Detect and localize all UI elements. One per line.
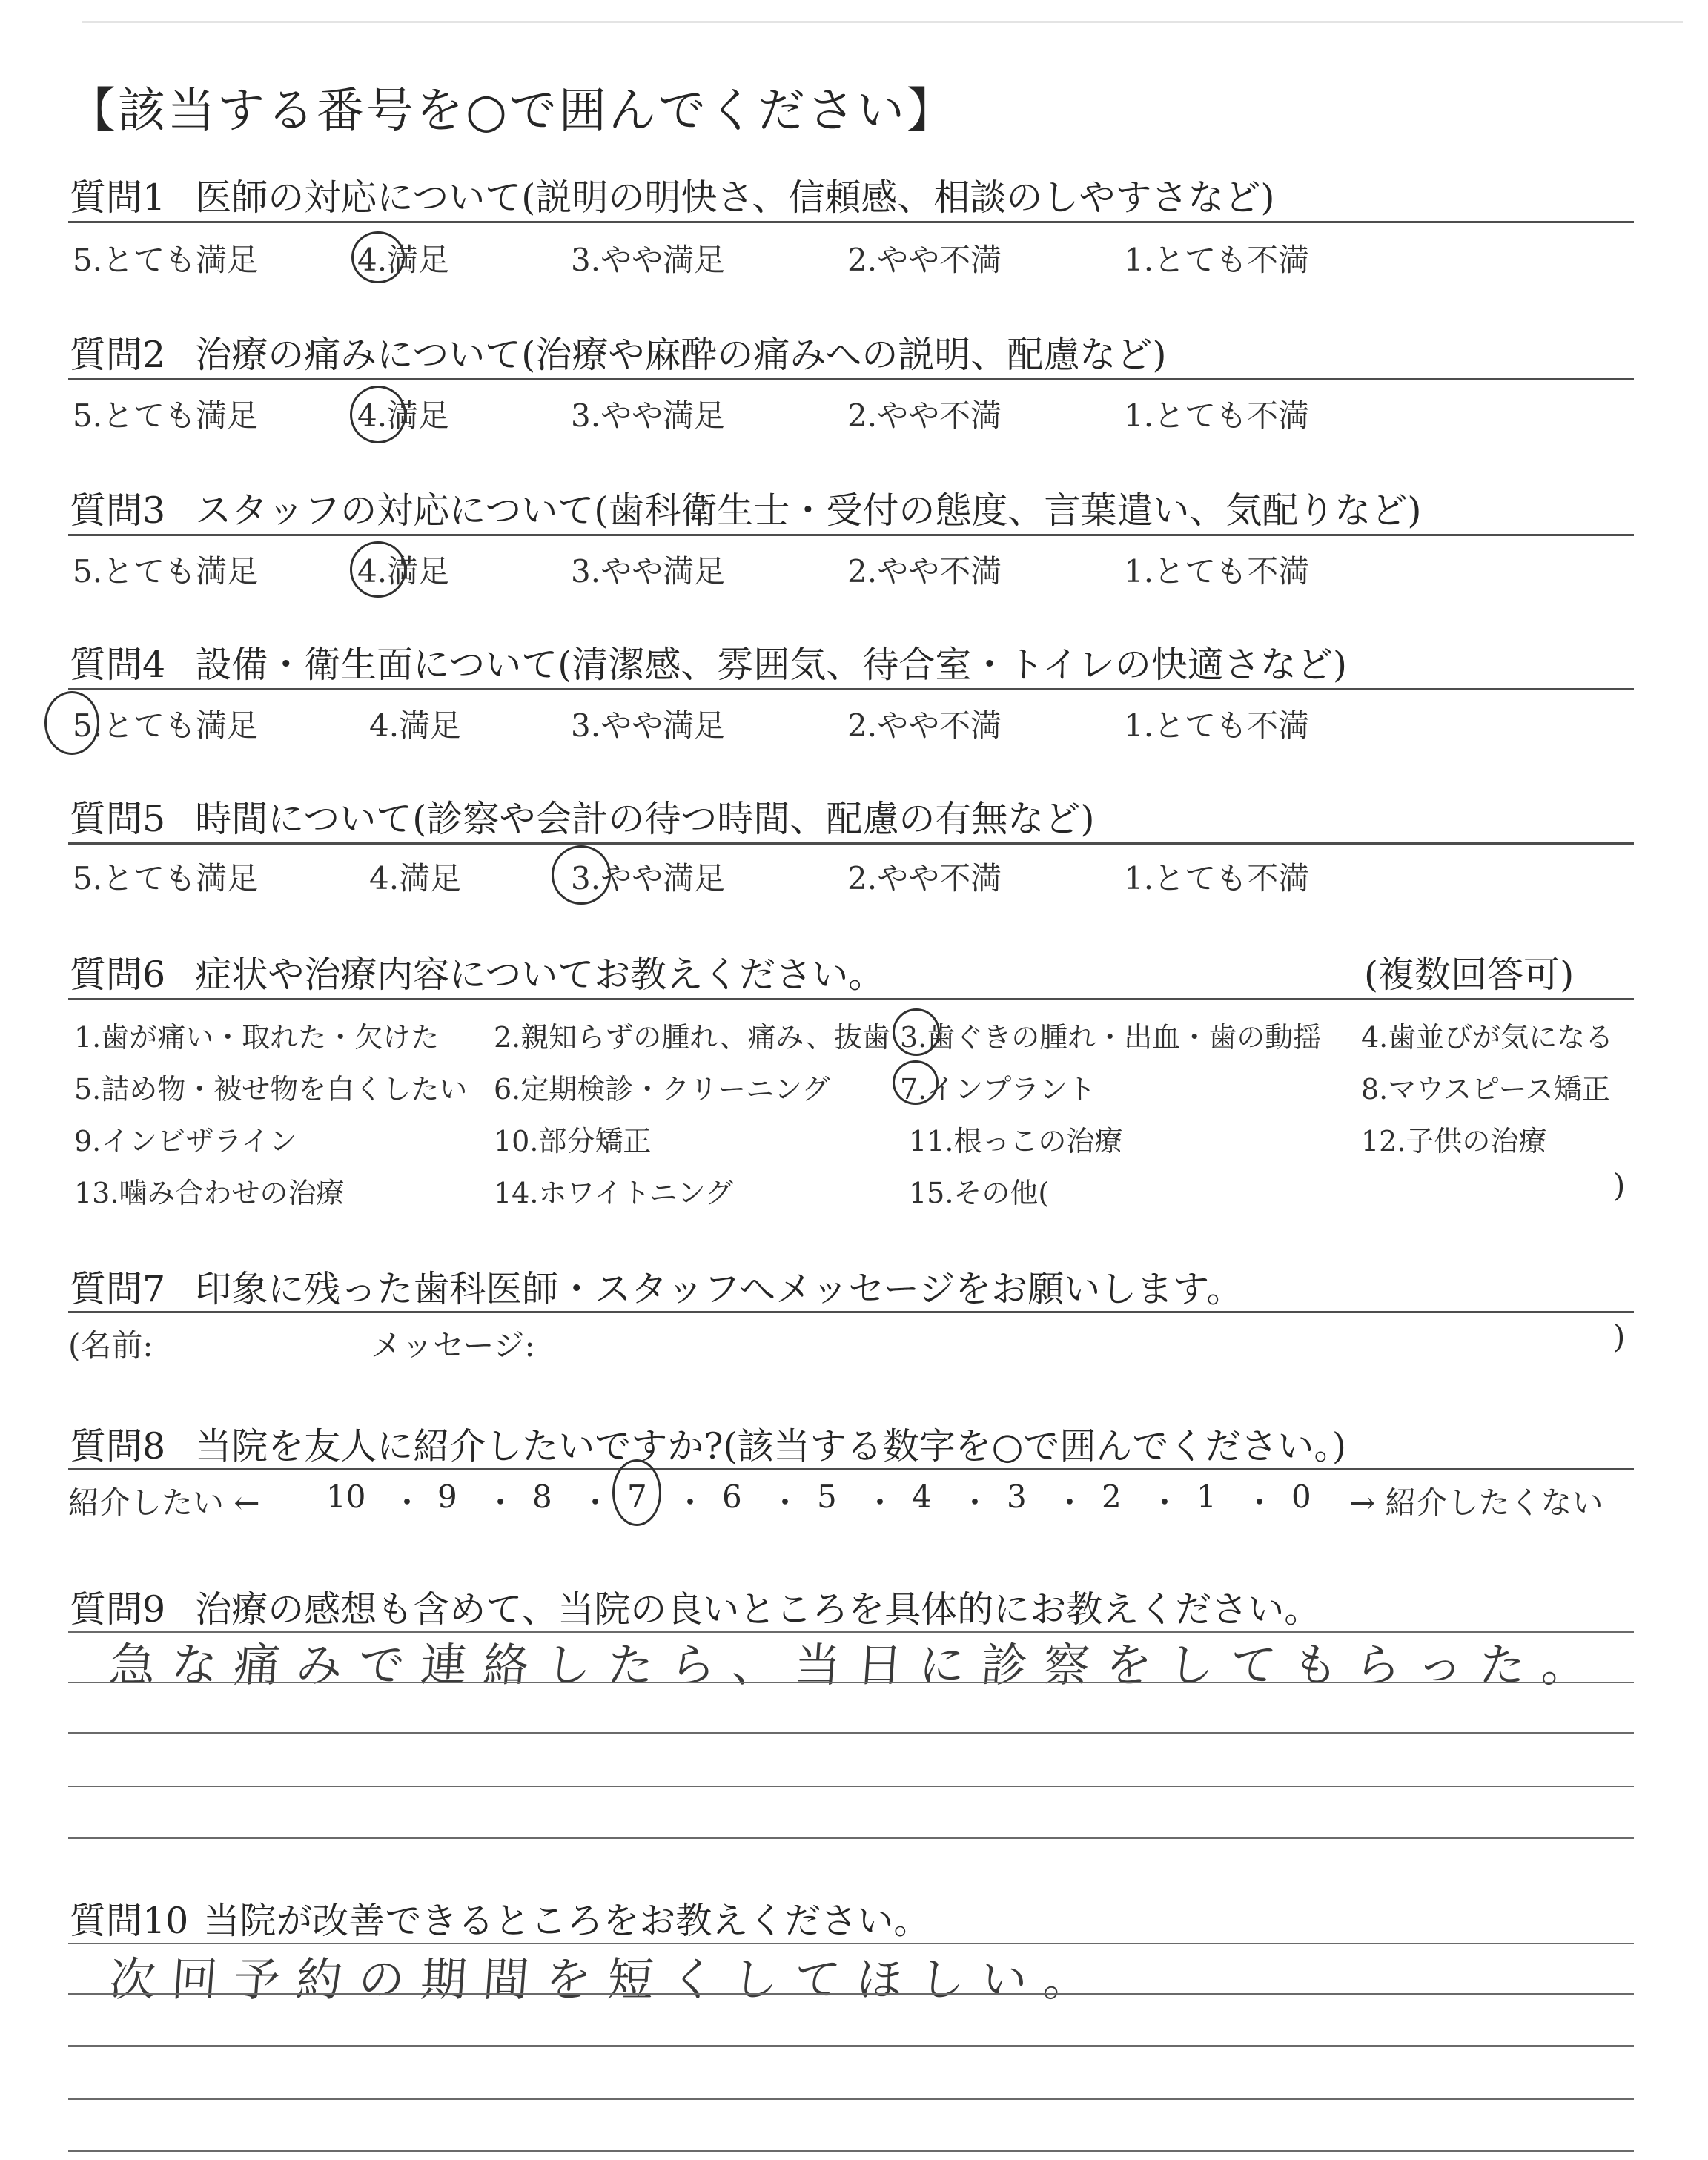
- q2-option-3[interactable]: 3.やや満足: [571, 397, 726, 434]
- q6-option-3[interactable]: 3.歯ぐきの腫れ・出血・歯の動揺: [900, 1021, 1322, 1054]
- q9-line-5: [68, 1837, 1634, 1839]
- q8-scale-9[interactable]: 9: [437, 1479, 457, 1515]
- question-6-rule: [68, 998, 1634, 1000]
- q5-option-1[interactable]: 1.とても不満: [1124, 860, 1310, 896]
- q8-sep-2: ・: [485, 1484, 517, 1521]
- q2-option-5[interactable]: 5.とても満足: [73, 397, 259, 434]
- question-10-number: 質問10: [70, 1900, 189, 1942]
- q6-option-6[interactable]: 6.定期検診・クリーニング: [494, 1073, 830, 1106]
- q7-message-label: メッセージ:: [371, 1327, 535, 1364]
- question-7-number: 質問7: [70, 1268, 166, 1310]
- q7-name-label: (名前:: [68, 1327, 153, 1364]
- question-6-number: 質問6: [70, 954, 166, 996]
- question-1-text: 医師の対応について(説明の明快さ、信頼感、相談のしやすさなど): [195, 176, 1275, 219]
- q8-scale-4[interactable]: 4: [912, 1479, 932, 1515]
- q10-handwritten-answer: 次回予約の期間を短くしてほしい。: [107, 1952, 1108, 2007]
- q9-line-4: [68, 1786, 1634, 1787]
- q8-scale-8[interactable]: 8: [532, 1479, 552, 1515]
- q8-sep-3: ・: [580, 1484, 612, 1521]
- q6-option-13[interactable]: 13.噛み合わせの治療: [74, 1177, 345, 1209]
- question-4-title: [70, 636, 1347, 688]
- question-7-title: [70, 1261, 1242, 1312]
- question-5-rule: [68, 842, 1634, 845]
- q10-line-4: [68, 2098, 1634, 2100]
- question-3-number: 質問3: [70, 489, 166, 532]
- q7-close-paren: ): [1613, 1318, 1626, 1355]
- sheet-heading: 【該当する番号を○で囲んでください】: [68, 84, 956, 139]
- q8-sep-1: ・: [391, 1484, 423, 1521]
- q6-other-close-paren: ): [1613, 1167, 1626, 1203]
- question-10-text: 当院が改善できるところをお教えください。: [203, 1900, 930, 1942]
- question-4-rule: [68, 688, 1634, 690]
- q8-scale-0[interactable]: 0: [1291, 1479, 1311, 1515]
- question-3-text: スタッフの対応について(歯科衛生士・受付の態度、言葉遣い、気配りなど): [195, 489, 1422, 532]
- q5-selection-circle: [552, 845, 611, 905]
- q6-option-15[interactable]: 15.その他(: [909, 1177, 1050, 1209]
- q3-option-5[interactable]: 5.とても満足: [73, 553, 259, 589]
- question-6-text: 症状や治療内容についてお教えください。: [195, 954, 885, 996]
- question-9-number: 質問9: [70, 1588, 166, 1631]
- q6-option-4[interactable]: 4.歯並びが気になる: [1361, 1021, 1614, 1054]
- q4-option-2[interactable]: 2.やや不満: [847, 707, 1002, 744]
- q9-line-2: [68, 1682, 1634, 1683]
- top-edge-rule: [82, 21, 1683, 23]
- q8-left-label: 紹介したい ←: [68, 1484, 260, 1521]
- question-7-rule: [68, 1311, 1634, 1313]
- q1-option-4[interactable]: 4.満足: [357, 242, 450, 278]
- q2-option-4[interactable]: 4.満足: [357, 397, 450, 434]
- q8-scale-1[interactable]: 1: [1196, 1479, 1217, 1515]
- question-8-number: 質問8: [70, 1425, 166, 1467]
- q8-sep-8: ・: [1054, 1484, 1086, 1521]
- q5-option-3[interactable]: 3.やや満足: [571, 860, 726, 896]
- q1-option-3[interactable]: 3.やや満足: [571, 242, 726, 278]
- q6-option-14[interactable]: 14.ホワイトニング: [494, 1177, 734, 1209]
- q3-option-3[interactable]: 3.やや満足: [571, 553, 726, 589]
- q10-line-5: [68, 2150, 1634, 2152]
- question-2-number: 質問2: [70, 334, 166, 376]
- q6-option-1[interactable]: 1.歯が痛い・取れた・欠けた: [74, 1021, 440, 1054]
- q1-option-1[interactable]: 1.とても不満: [1124, 242, 1310, 278]
- q8-sep-5: ・: [769, 1484, 801, 1521]
- q4-option-5[interactable]: 5.とても満足: [73, 707, 259, 744]
- q8-scale-2[interactable]: 2: [1102, 1479, 1122, 1515]
- q3-option-4[interactable]: 4.満足: [357, 553, 450, 589]
- question-5-number: 質問5: [70, 798, 166, 840]
- q4-option-3[interactable]: 3.やや満足: [571, 707, 726, 744]
- q6-option-10[interactable]: 10.部分矯正: [494, 1125, 652, 1157]
- q5-option-4[interactable]: 4.満足: [369, 860, 462, 896]
- q3-selection-circle: [350, 541, 406, 598]
- q6-option-12[interactable]: 12.子供の治療: [1361, 1125, 1547, 1157]
- q9-handwritten-answer: 急な痛みで連絡したら、当日に診察をしてもらった。: [107, 1638, 1606, 1692]
- q8-sep-6: ・: [864, 1484, 896, 1521]
- question-6-title: [70, 946, 884, 998]
- q10-line-3: [68, 2045, 1634, 2047]
- question-4-number: 質問4: [70, 644, 166, 686]
- q1-option-2[interactable]: 2.やや不満: [847, 242, 1002, 278]
- question-8-text: 当院を友人に紹介したいですか?(該当する数字を○で囲んでください。): [195, 1425, 1346, 1467]
- question-5-title: [70, 790, 1094, 842]
- question-2-title: [70, 326, 1166, 378]
- question-1-number: 質問1: [70, 176, 166, 219]
- question-9-title: [70, 1581, 1320, 1633]
- q4-option-1[interactable]: 1.とても不満: [1124, 707, 1310, 744]
- question-2-text: 治療の痛みについて(治療や麻酔の痛みへの説明、配慮など): [195, 334, 1167, 376]
- q6-option-5[interactable]: 5.詰め物・被せ物を白くしたい: [74, 1073, 468, 1106]
- q8-scale-6[interactable]: 6: [722, 1479, 742, 1515]
- q1-option-5[interactable]: 5.とても満足: [73, 242, 259, 278]
- q2-selection-circle: [350, 386, 406, 443]
- question-4-text: 設備・衛生面について(清潔感、雰囲気、待合室・トイレの快適さなど): [195, 644, 1347, 686]
- question-9-text: 治療の感想も含めて、当院の良いところを具体的にお教えください。: [195, 1588, 1321, 1631]
- q6-option-9[interactable]: 9.インビザライン: [74, 1125, 298, 1157]
- question-8-title: [70, 1418, 1346, 1470]
- question-3-rule: [68, 534, 1634, 536]
- q8-scale-7[interactable]: 7: [627, 1479, 647, 1515]
- q6-option-2[interactable]: 2.親知らずの腫れ、痛み、抜歯: [494, 1021, 890, 1054]
- q8-sep-9: ・: [1149, 1484, 1181, 1521]
- q5-option-2[interactable]: 2.やや不満: [847, 860, 1002, 896]
- q8-sep-10: ・: [1244, 1484, 1276, 1521]
- q2-option-2[interactable]: 2.やや不満: [847, 397, 1002, 434]
- q9-line-3: [68, 1732, 1634, 1734]
- question-8-rule: [68, 1468, 1634, 1470]
- q5-option-5[interactable]: 5.とても満足: [73, 860, 259, 896]
- question-1-rule: [68, 221, 1634, 223]
- q1-selection-circle: [351, 231, 405, 283]
- q6-selection-circle-3: [893, 1008, 940, 1056]
- question-10-title: [70, 1892, 930, 1944]
- question-6-note: (複数回答可): [1364, 954, 1575, 996]
- q6-option-11[interactable]: 11.根っこの治療: [909, 1125, 1123, 1157]
- q4-selection-circle: [44, 691, 99, 755]
- q3-option-2[interactable]: 2.やや不満: [847, 553, 1002, 589]
- q8-selection-circle: [612, 1459, 661, 1526]
- q10-line-2: [68, 1993, 1634, 1995]
- q4-option-4[interactable]: 4.満足: [369, 707, 462, 744]
- q6-option-7[interactable]: 7.インプラント: [900, 1073, 1096, 1106]
- q8-sep-4: ・: [675, 1484, 706, 1521]
- question-7-text: 印象に残った歯科医師・スタッフへメッセージをお願いします。: [195, 1268, 1243, 1310]
- q8-scale-3[interactable]: 3: [1007, 1479, 1027, 1515]
- q2-option-1[interactable]: 1.とても不満: [1124, 397, 1310, 434]
- q8-scale-10[interactable]: 10: [326, 1479, 366, 1515]
- q3-option-1[interactable]: 1.とても不満: [1124, 553, 1310, 589]
- question-1-title: [70, 169, 1274, 221]
- question-2-rule: [68, 378, 1634, 380]
- q8-sep-7: ・: [959, 1484, 991, 1521]
- q8-right-label: → 紹介したくない: [1349, 1484, 1603, 1521]
- question-5-text: 時間について(診察や会計の待つ時間、配慮の有無など): [195, 798, 1095, 840]
- question-3-title: [70, 482, 1421, 534]
- q8-scale-5[interactable]: 5: [817, 1479, 837, 1515]
- q6-option-8[interactable]: 8.マウスピース矯正: [1361, 1073, 1610, 1106]
- q6-selection-circle-7: [893, 1060, 939, 1105]
